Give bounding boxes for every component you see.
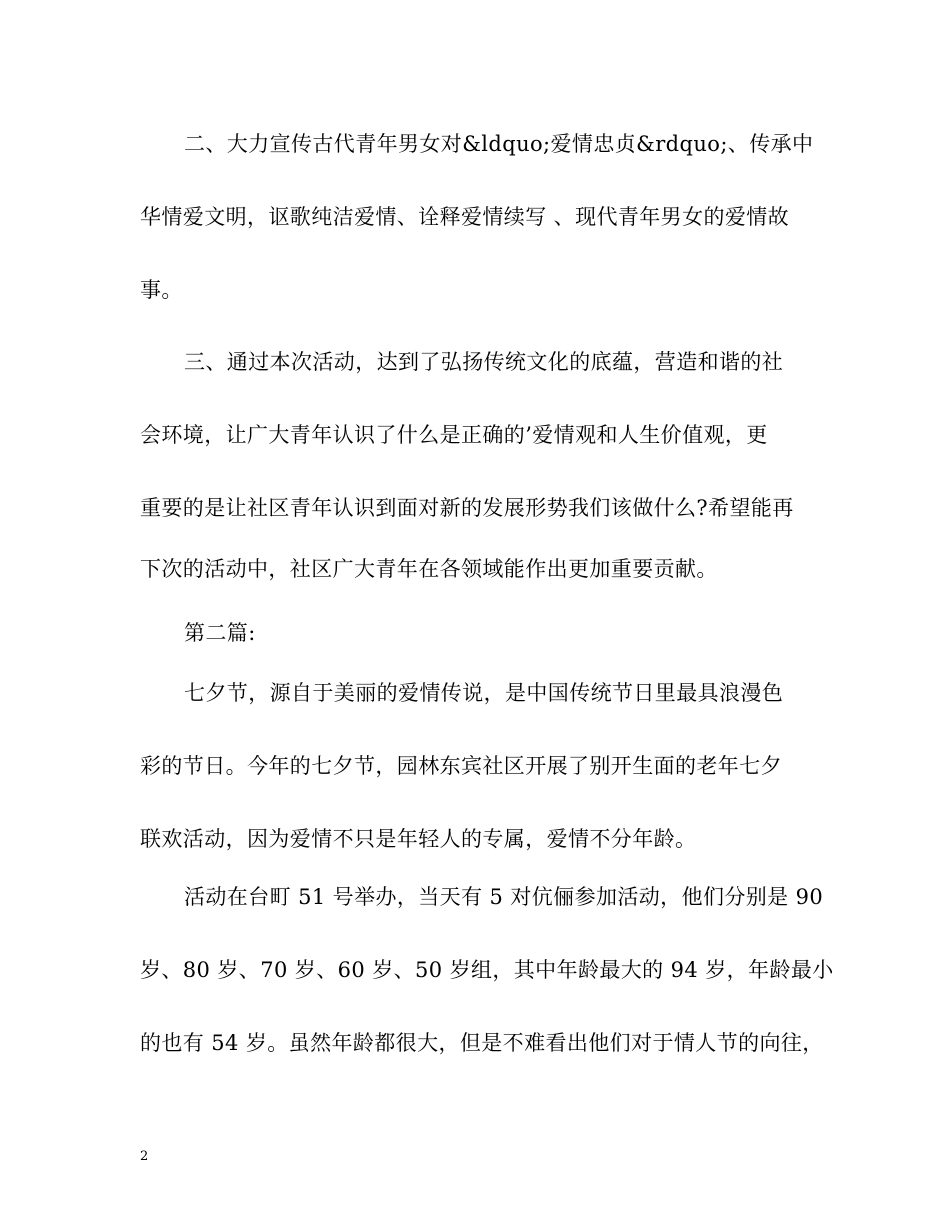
paragraph-line: 三、通过本次活动，达到了弘扬传统文化的底蕴，营造和谐的社	[184, 350, 784, 374]
paragraph-line: 活动在台町 51 号举办，当天有 5 对伉俪参加活动，他们分别是 90	[184, 885, 824, 909]
page-number: 2	[140, 1149, 149, 1164]
paragraph-line: 下次的活动中，社区广大青年在各领域能作出更加重要贡献。	[140, 557, 718, 581]
paragraph-line: 二、大力宣传古代青年男女对&ldquo;爱情忠贞&rdquo;、传承中	[184, 132, 814, 156]
section-heading: 第二篇:	[184, 621, 256, 645]
paragraph-line: 七夕节，源自于美丽的爱情传说，是中国传统节日里最具浪漫色	[184, 681, 784, 705]
paragraph-line: 事。	[140, 278, 183, 302]
paragraph-line: 会环境，让广大青年认识了什么是正确的’爱情观和人生价值观，更	[140, 423, 768, 447]
paragraph-line: 华情爱文明，讴歌纯洁爱情、诠释爱情续写 、现代青年男女的爱情故	[140, 205, 790, 229]
paragraph-line: 重要的是让社区青年认识到面对新的发展形势我们该做什么?希望能再	[140, 496, 794, 520]
paragraph-line: 联欢活动，因为爱情不只是年轻人的专属，爱情不分年龄。	[140, 827, 697, 851]
paragraph-line: 的也有 54 岁。虽然年龄都很大，但是不难看出他们对于情人节的向往，	[140, 1031, 824, 1055]
paragraph-line: 彩的节日。今年的七夕节，园林东宾社区开展了别开生面的老年七夕	[140, 754, 782, 778]
paragraph-line: 岁、80 岁、70 岁、60 岁、50 岁组，其中年龄最大的 94 岁，年龄最小	[140, 958, 834, 982]
